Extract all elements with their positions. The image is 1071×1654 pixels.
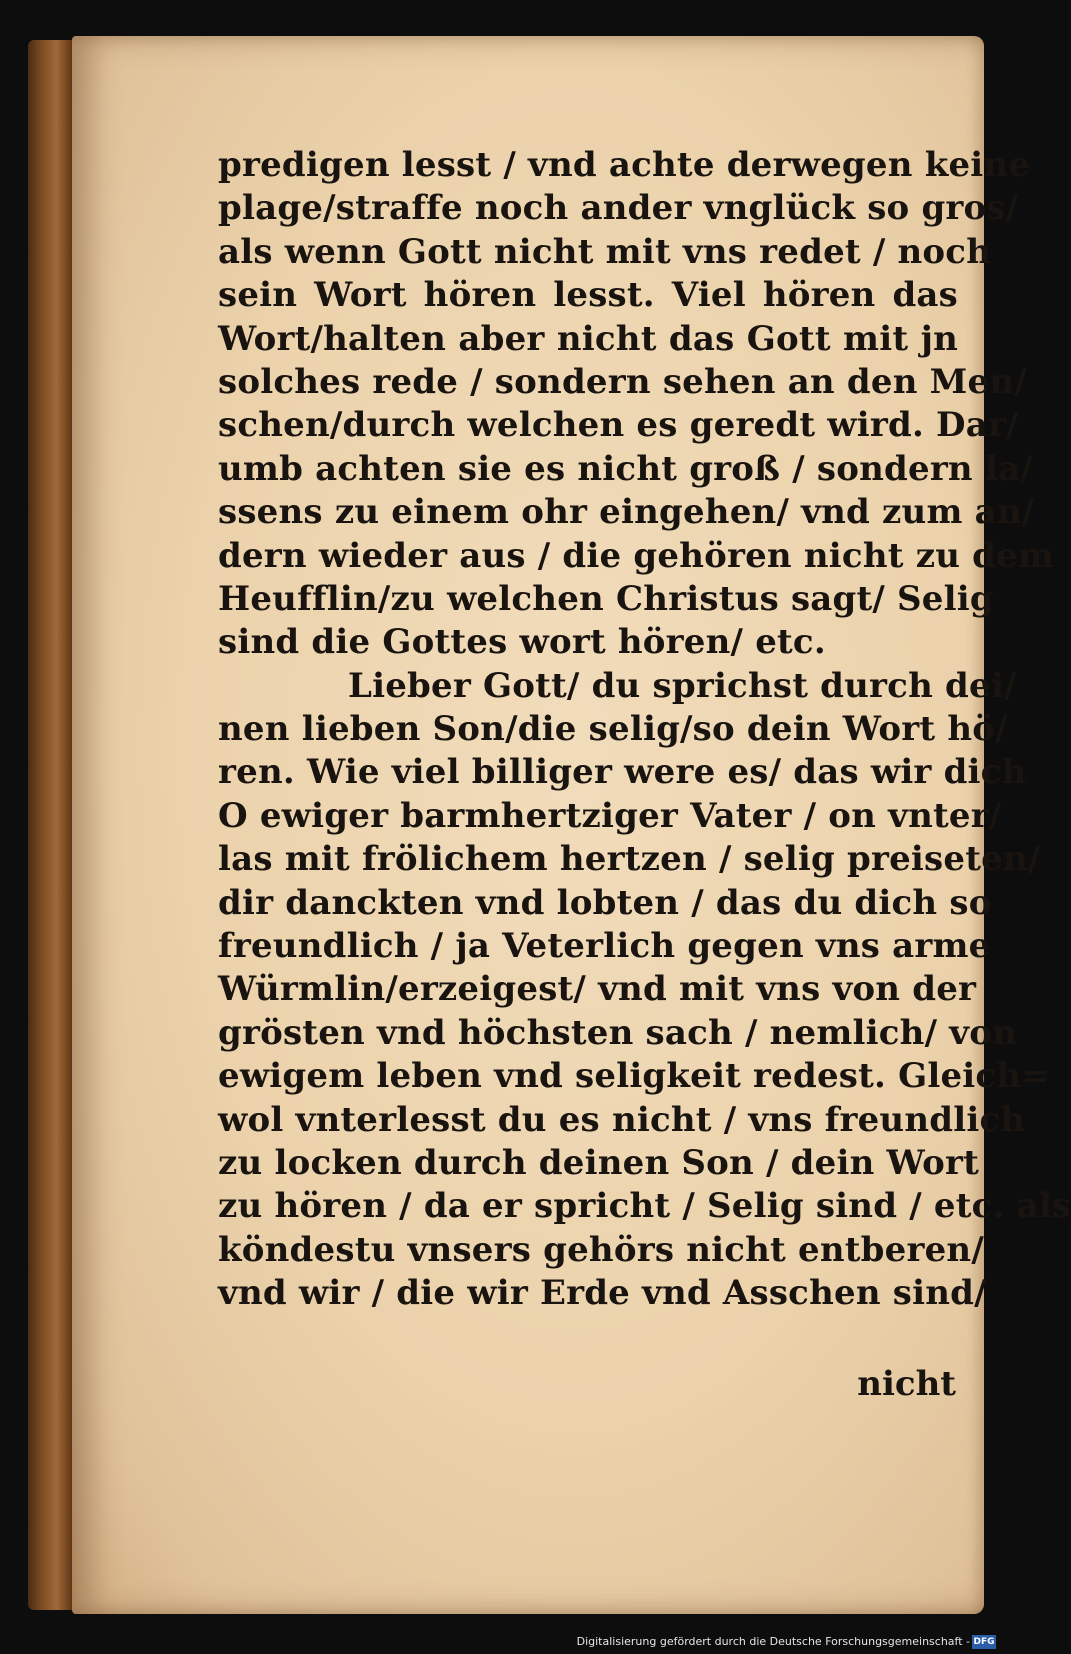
text-line: ssens zu einem ohr eingehen/ vnd zum an/ [218,492,1035,533]
text-line: nen lieben Son/die selig/so dein Wort hö/ [218,709,1008,750]
text-line: wol vnterlesst du es nicht / vns freundlich [218,1099,1026,1140]
text-line: zu hören / da er spricht / Selig sind / etc. als [218,1186,1071,1227]
text-line: dir danckten vnd lobten / das du dich so [218,882,992,923]
text-line: grösten vnd höchsten sach / nemlich/ von [218,1012,1018,1053]
text-line: solches rede / sondern sehen an den Men/ [218,361,1027,402]
text-line: schen/durch welchen es geredt wird. Dar/ [218,405,1019,446]
text-line: sein Wort hören lesst. Viel hören das [218,275,958,316]
text-line: predigen lesst / vnd achte derwegen keine [218,145,1031,185]
text-line: Wort/halten aber nicht das Gott mit jn [218,318,958,359]
text-line: freundlich / ja Veterlich gegen vns arme [218,926,991,967]
text-line: zu locken durch deinen Son / dein Wort [218,1142,980,1183]
text-line: ewigem leben vnd seligkeit redest. Gleich= [218,1056,1050,1097]
footer-bar [0,1628,1000,1654]
text-line: las mit frölichem hertzen / selig preiseten/ [218,839,1041,880]
text-line: plage/straffe noch ander vnglück so gros/ [218,188,1019,229]
text-line: als wenn Gott nicht mit vns redet / noch [218,231,992,272]
text-line: vnd wir / die wir Erde vnd Asschen sind/ [218,1273,987,1314]
text-line: umb achten sie es nicht groß / sondern la/ [218,448,1033,489]
digitization-credit: Digitalisierung gefördert durch die Deutsche Forschungsgemeinschaft - [576,1635,970,1648]
text-line: Lieber Gott/ du sprichst durch dei/ [348,665,1017,706]
dfg-logo-icon: DFG [973,1637,995,1647]
text-line: ren. Wie viel billiger were es/ das wir dich [218,752,1027,793]
text-line: dern wieder aus / die gehören nicht zu dem [218,535,1055,576]
text-line: Würmlin/erzeigest/ vnd mit vns von der [218,969,977,1010]
catchword: nicht [857,1364,956,1404]
body-text [218,144,1071,1316]
text-line: sind die Gottes wort hören/ etc. [218,622,826,663]
text-line: O ewiger barmhertziger Vater / on vnter/ [218,795,1002,836]
text-line: köndestu vnsers gehörs nicht entberen/ [218,1229,984,1270]
text-line: Heufflin/zu welchen Christus sagt/ Selig [218,578,994,619]
